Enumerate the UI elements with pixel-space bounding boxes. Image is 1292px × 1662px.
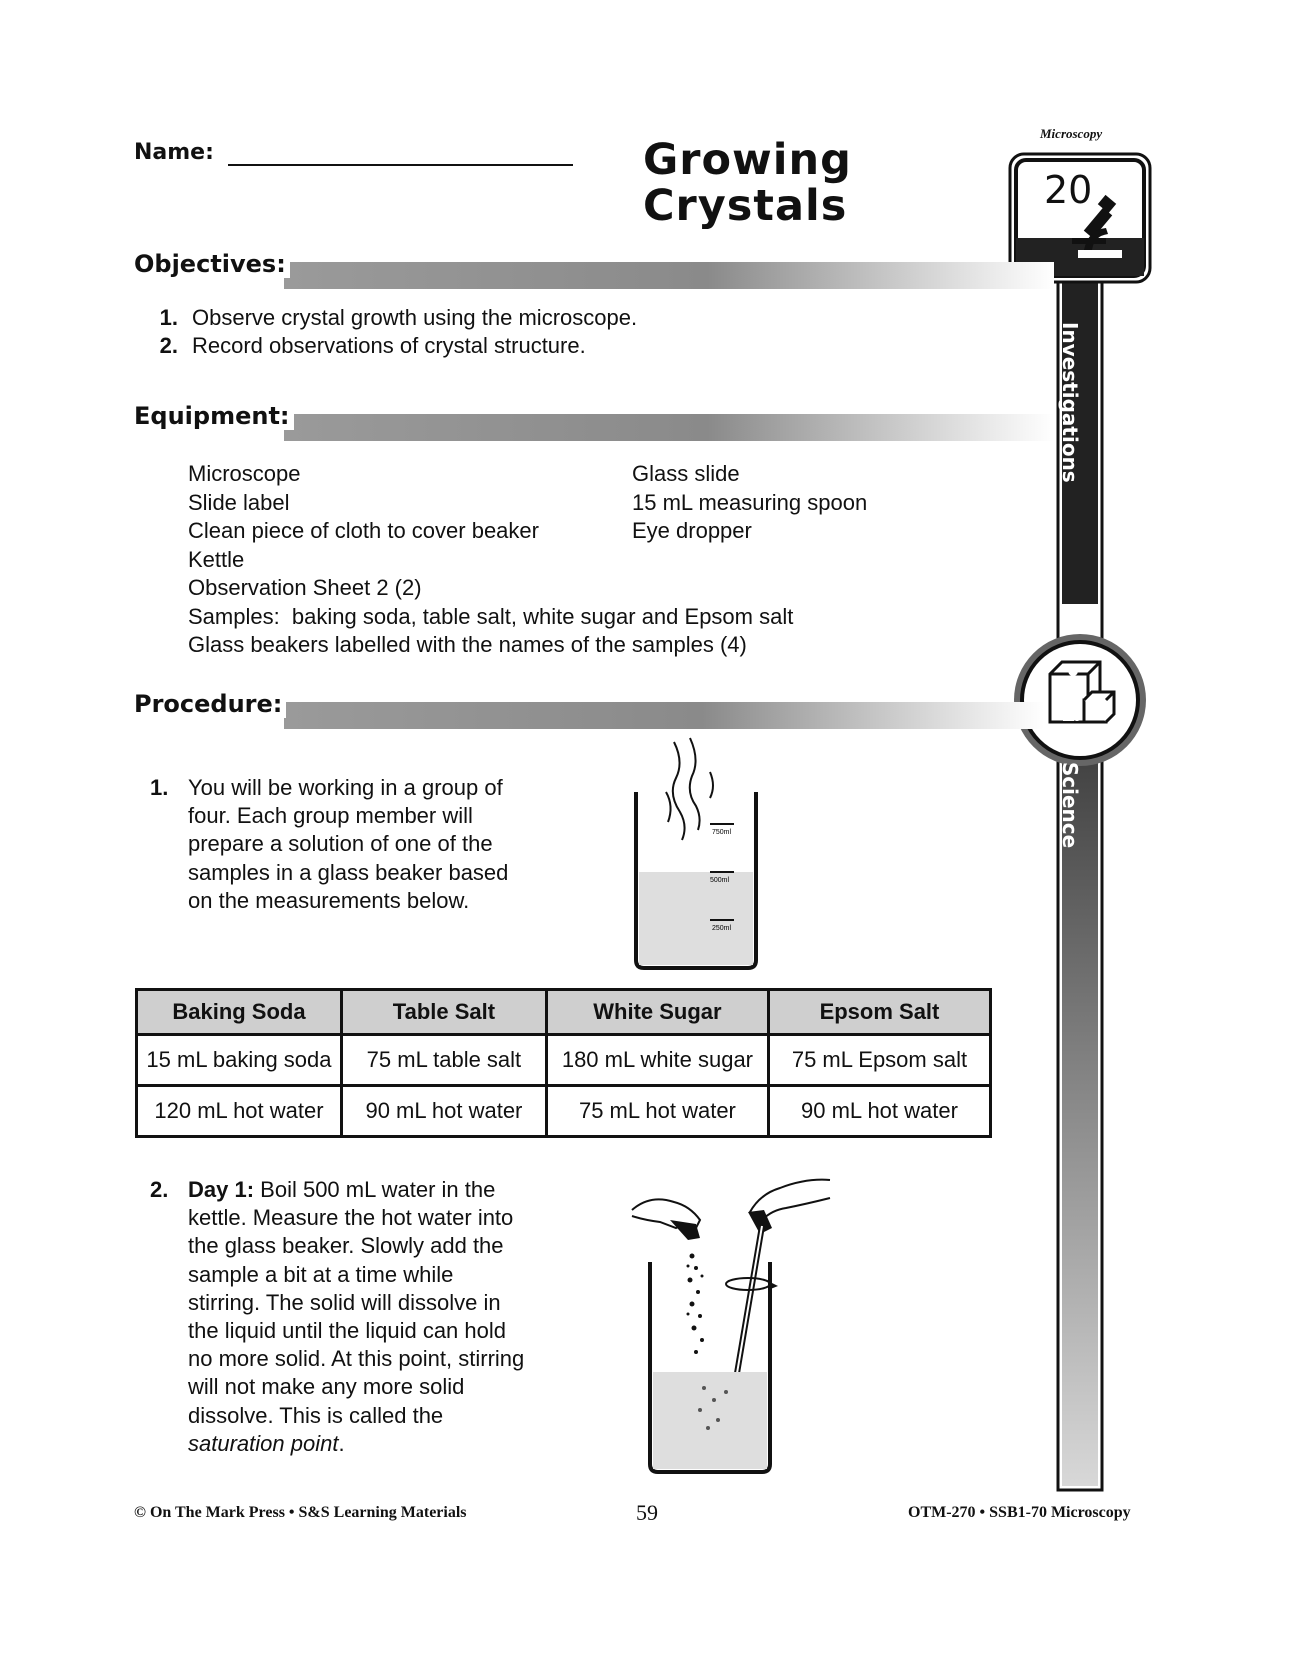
footer-catalog: OTM-270 • SSB1-70 Microscopy <box>908 1504 1131 1521</box>
step-line: Boil 500 mL water in the <box>254 1177 496 1202</box>
step-line: prepare a solution of one of the <box>188 831 493 857</box>
beaker-stirring-illustration <box>630 1176 840 1486</box>
step-line: You will be working in a group of <box>188 775 503 800</box>
step-line: kettle. Measure the hot water into <box>188 1205 514 1231</box>
step-number: 1. <box>150 775 169 800</box>
table-cell: 90 mL hot water <box>768 1086 990 1137</box>
column-header: Epsom Salt <box>768 990 990 1035</box>
equipment-item: 15 mL measuring spoon <box>632 489 868 515</box>
step-line: the liquid until the liquid can hold <box>188 1318 507 1344</box>
equipment-item: Eye dropper <box>632 518 752 543</box>
table-cell: 75 mL Epsom salt <box>768 1035 990 1086</box>
step-line-end: . <box>338 1430 345 1456</box>
table-header-row <box>137 990 991 1035</box>
equipment-right-list <box>632 460 867 546</box>
list-item-number: 2. <box>159 333 178 358</box>
tab-physical-science <box>1058 662 1082 848</box>
step-line: four. Each group member will <box>188 803 473 829</box>
beaker-mark-500: 500ml <box>710 877 730 884</box>
title-line-2: Crystals <box>643 181 848 231</box>
title-line-1: Growing <box>643 135 852 185</box>
equipment-section-header <box>134 402 934 432</box>
page-title <box>643 137 852 229</box>
equipment-item: Observation Sheet 2 (2) <box>188 575 422 600</box>
objectives-heading: Objectives: <box>134 250 290 278</box>
equipment-item: Slide label <box>188 489 290 515</box>
objectives-section-header <box>134 250 934 280</box>
equipment-heading: Equipment: <box>134 402 294 430</box>
footer-copyright: © On The Mark Press • S&S Learning Materials <box>134 1504 467 1521</box>
table-cell: 120 mL hot water <box>137 1086 342 1137</box>
list-item-text: Record observations of crystal structure. <box>192 333 586 358</box>
step-line: stirring. The solid will dissolve in <box>188 1289 501 1315</box>
step-line: the glass beaker. Slowly add the <box>188 1233 504 1259</box>
badge-number: 20 <box>1044 168 1093 212</box>
equipment-item: Clean piece of cloth to cover beaker <box>188 518 539 543</box>
tab-physical-science-label: Physical Science <box>1058 662 1082 849</box>
equipment-item: Microscope <box>188 461 301 486</box>
table-cell: 90 mL hot water <box>341 1086 546 1137</box>
equipment-item: Glass slide <box>632 461 740 486</box>
step-line: dissolve. This is called the <box>188 1402 444 1428</box>
procedure-heading: Procedure: <box>134 690 286 718</box>
name-input-line[interactable] <box>228 164 573 166</box>
beaker-hot-water-illustration <box>630 732 770 972</box>
table-cell: 75 mL hot water <box>546 1086 768 1137</box>
step-number: 2. <box>150 1177 169 1202</box>
equipment-beakers: Glass beakers labelled with the names of the samples (4) <box>188 632 747 657</box>
measurements-table <box>135 988 992 1138</box>
beaker-mark-750: 750ml <box>712 829 732 836</box>
equipment-item: Kettle <box>188 546 245 572</box>
step-line: no more solid. At this point, stirring <box>188 1346 525 1372</box>
step-day-label: Day 1: <box>188 1177 255 1202</box>
table-row <box>137 1086 991 1137</box>
list-item <box>140 304 637 332</box>
saturation-point-term: saturation point <box>188 1430 339 1456</box>
step-last-line <box>188 1430 524 1458</box>
step-line: on the measurements below. <box>188 887 470 913</box>
procedure-section-header <box>134 690 934 720</box>
step-line: samples in a glass beaker based <box>188 859 509 885</box>
step-first-line <box>188 1176 524 1204</box>
list-item <box>140 332 637 360</box>
name-label: Name: <box>134 140 214 165</box>
badge-label: Microscopy <box>1040 126 1103 141</box>
tab-investigations-label: Investigations <box>1058 322 1082 483</box>
table-cell: 75 mL table salt <box>341 1035 546 1086</box>
page-number: 59 <box>636 1500 658 1525</box>
tab-investigations <box>1058 322 1082 483</box>
table-row <box>137 1035 991 1086</box>
equipment-samples: Samples: baking soda, table salt, white sugar and Epsom salt <box>188 603 794 629</box>
table-cell: 15 mL baking soda <box>137 1035 342 1086</box>
table-cell: 180 mL white sugar <box>546 1035 768 1086</box>
list-item-text: Observe crystal growth using the microscope. <box>192 305 638 330</box>
list-item-number: 1. <box>159 305 178 330</box>
step-line: sample a bit at a time while <box>188 1261 454 1287</box>
column-header: Baking Soda <box>137 990 342 1035</box>
column-header: Table Salt <box>341 990 546 1035</box>
step-line: will not make any more solid <box>188 1374 465 1400</box>
beaker-mark-250: 250ml <box>712 925 732 932</box>
objectives-list <box>140 304 637 360</box>
column-header: White Sugar <box>546 990 768 1035</box>
